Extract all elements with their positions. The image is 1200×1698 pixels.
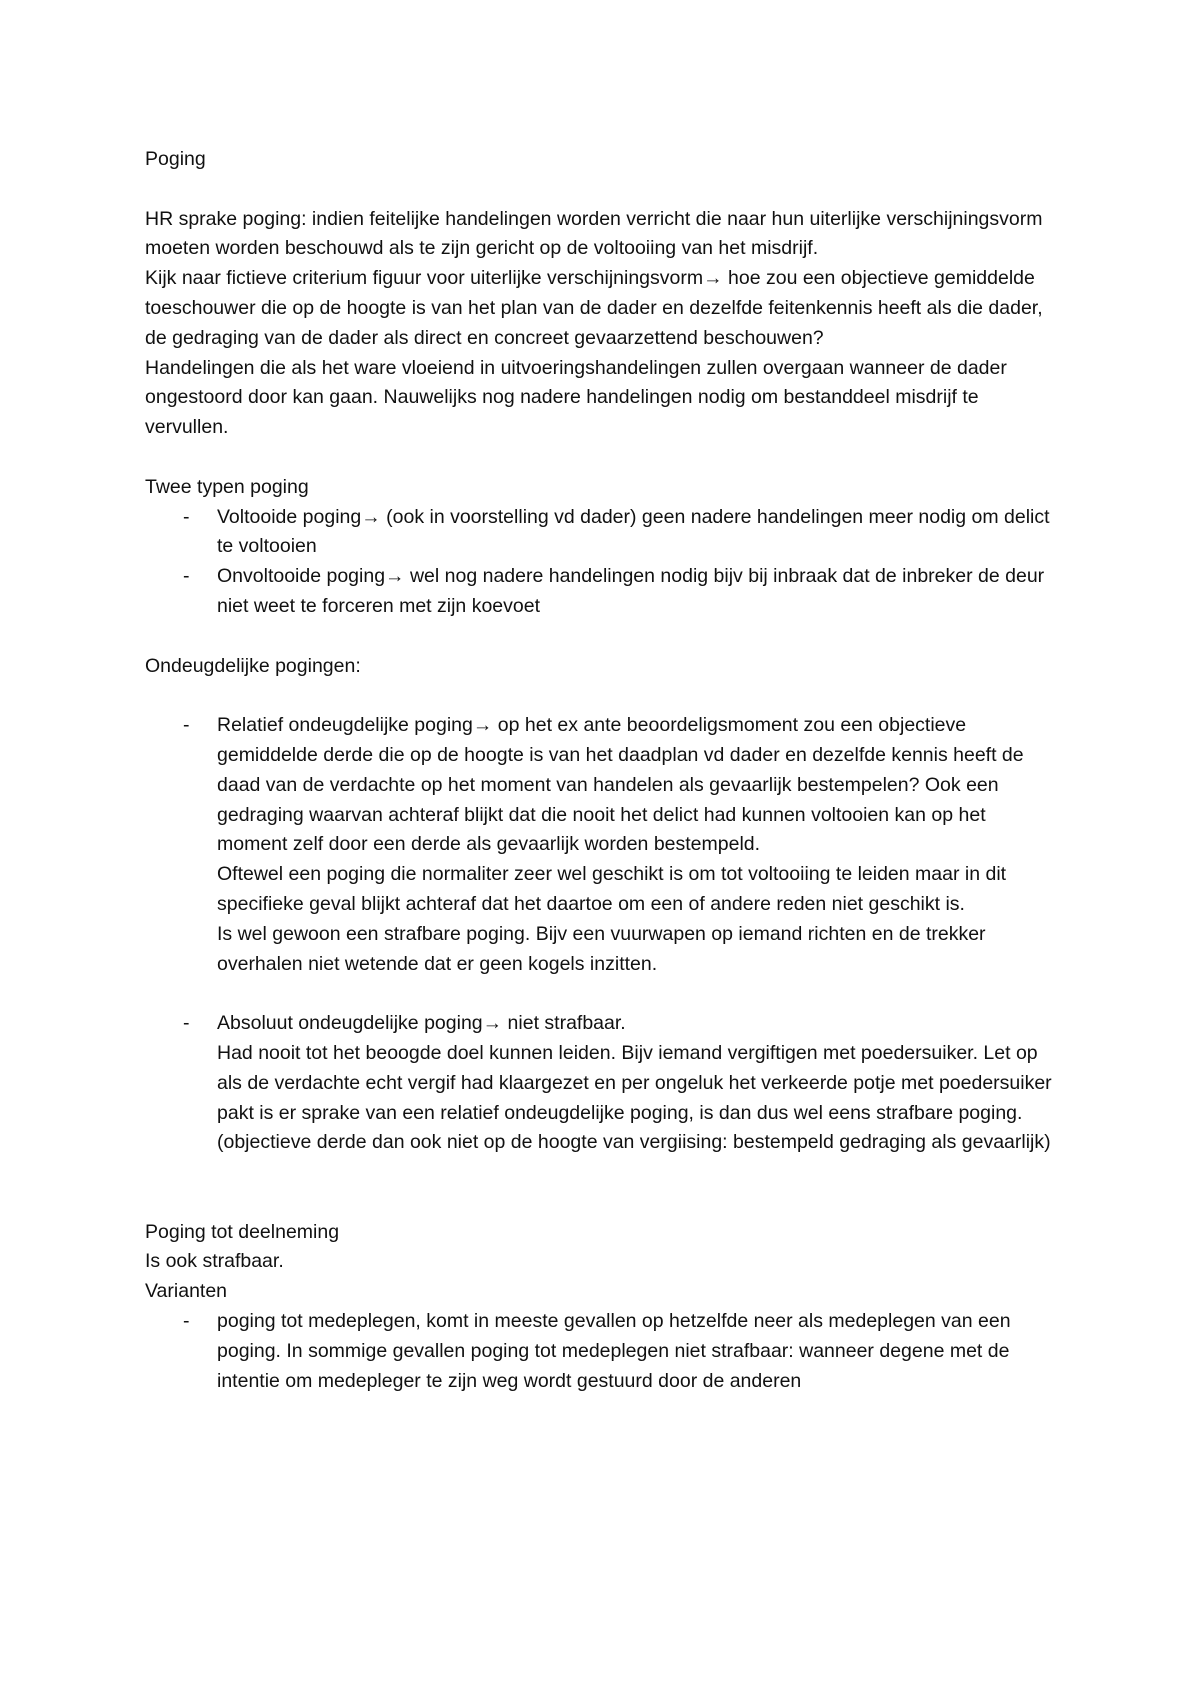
- section-heading-deelneming: Poging tot deelneming: [145, 1220, 340, 1243]
- spacer: [145, 175, 1060, 205]
- criterium-question: hoe zou een objectieve gemiddelde toeschouwer die op de hoogte is van het plan van de dader en dezelfde feitenkennis heeft als die dader, de gedraging van de dader als direct en concreet gevaarzettend beschouwen?: [145, 267, 1043, 349]
- intro-paragraph-hr: HR sprake poging: indien feitelijke handelingen worden verricht die naar hun uiterlijke verschijningsvorm moeten worden beschouwd als te zijn gericht op de voltooiing van het misdrijf.: [145, 207, 1043, 260]
- item-label: Voltooide poging: [217, 505, 362, 528]
- arrow-icon: →: [703, 267, 723, 290]
- varianten-list: [145, 1307, 1060, 1396]
- absoluut-p2: Had nooit tot het beoogde doel kunnen leiden. Bijv iemand vergiftigen met poedersuiker. Let op als de verdachte echt vergif had klaargezet en per ongeluk het verkeerde potje met poedersuiker pakt is er sprake van een relatief ondeugdelijke poging, is dan dus wel eens strafbare poging. (objectieve derde dan ook niet op de hoogte van vergiising: bestempeld gedraging als gevaarlijk): [217, 1041, 1052, 1154]
- intro-paragraph-handelingen: Handelingen die als het ware vloeiend in uitvoeringshandelingen zullen overgaan wanneer de dader ongestoord door kan gaan. Nauwelijks nog nadere handelingen nodig om bestanddeel misdrijf te vervullen.: [145, 356, 1007, 439]
- spacer: [145, 622, 1060, 652]
- absoluut-list: [145, 1009, 1060, 1158]
- spacer: [145, 979, 1060, 1009]
- item-label: Absoluut ondeugdelijke poging: [217, 1012, 483, 1035]
- item-text: wel nog nadere handelingen nodig bijv bij inbraak dat de inbreker de deur niet weet te forceren met zijn koevoet: [217, 565, 1045, 617]
- section-heading-types: Twee typen poging: [145, 475, 309, 498]
- list-item-relatief: [145, 711, 1060, 979]
- item-text: niet strafbaar.: [502, 1012, 626, 1035]
- arrow-icon: →: [472, 714, 493, 737]
- intro-paragraph-criterium: [145, 264, 1060, 353]
- list-item: [145, 562, 1060, 622]
- section-heading-ondeugdelijk: Ondeugdelijke pogingen:: [145, 654, 361, 677]
- types-list: [145, 503, 1060, 622]
- item-label: Onvoltooide poging: [217, 565, 386, 588]
- criterium-lead: Kijk naar fictieve criterium figuur voor uiterlijke verschijningsvorm: [145, 267, 704, 290]
- arrow-icon: →: [482, 1012, 503, 1035]
- spacer: [145, 1188, 1060, 1218]
- item-label: Relatief ondeugdelijke poging: [217, 714, 473, 737]
- list-item: [145, 1307, 1060, 1396]
- absoluut-p1: [217, 1009, 1060, 1039]
- bullet-dash: -: [183, 1310, 190, 1333]
- bullet-dash: -: [183, 714, 190, 737]
- ondeugdelijk-list: [145, 711, 1060, 979]
- deelneming-line: Is ook strafbaar.: [145, 1250, 284, 1273]
- list-item: [145, 503, 1060, 563]
- item-text: (ook in voorstelling vd dader) geen nadere handelingen meer nodig om delict te voltooien: [217, 505, 1050, 558]
- bullet-dash: -: [183, 1012, 190, 1035]
- spacer: [145, 681, 1060, 711]
- relatief-p1: [217, 711, 1060, 860]
- spacer: [145, 443, 1060, 473]
- relatief-p3: Is wel gewoon een strafbare poging. Bijv een vuurwapen op iemand richten en de trekker overhalen niet wetende dat er geen kogels inzitten.: [217, 922, 986, 975]
- bullet-dash: -: [183, 505, 190, 528]
- relatief-p2: Oftewel een poging die normaliter zeer wel geschikt is om tot voltooiing te leiden maar in dit specifieke geval blijkt achteraf dat het daartoe om een of andere reden niet geschikt is.: [217, 863, 1007, 915]
- item-text: op het ex ante beoordeligsmoment zou een objectieve gemiddelde derde die op de hoogte is van het daadplan vd dader en dezelfde kennis heeft de daad van de verdachte op het moment van handelen als gevaarlijk bestempelen? Ook een gedraging waarvan achteraf blijkt dat die nooit het delict had kunnen voltooien kan op het moment zelf door een derde als gevaarlijk worden bestempeld.: [217, 714, 1024, 856]
- list-item-absoluut: [145, 1009, 1060, 1158]
- arrow-icon: →: [361, 505, 381, 528]
- deelneming-varianten: Varianten: [145, 1280, 228, 1303]
- item-text: poging tot medeplegen, komt in meeste gevallen op hetzelfde neer als medeplegen van een poging. In sommige gevallen poging tot medeplegen niet strafbaar: wanneer degene met de intentie om medepleger te zijn weg wordt gestuurd door de anderen: [217, 1310, 1011, 1392]
- spacer: [145, 1158, 1060, 1188]
- arrow-icon: →: [385, 565, 405, 588]
- bullet-dash: -: [183, 565, 190, 588]
- document-title: Poging: [145, 148, 206, 170]
